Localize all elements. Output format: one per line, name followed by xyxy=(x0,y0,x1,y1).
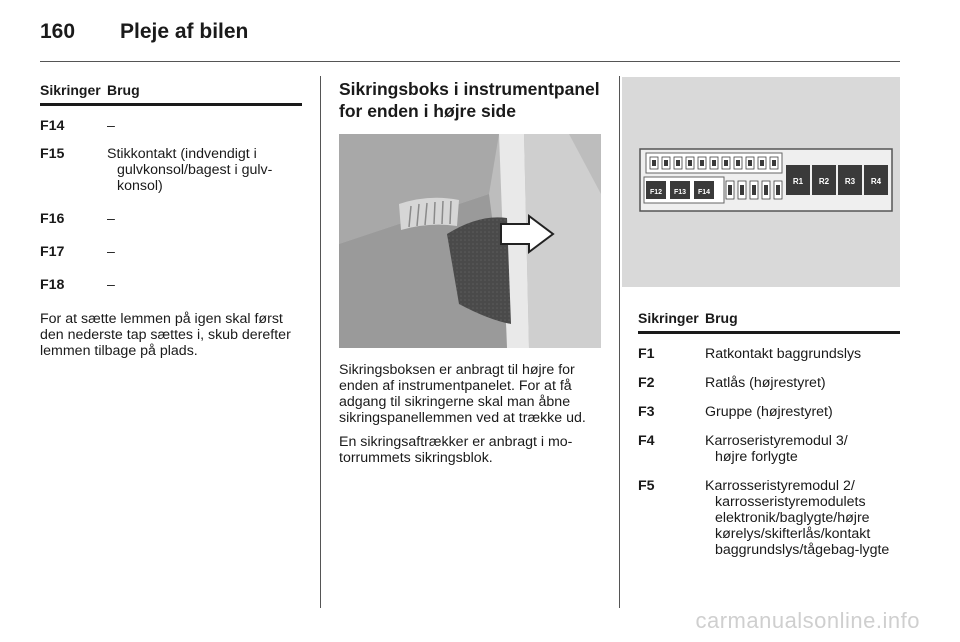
fuse-use-block xyxy=(705,433,900,465)
fuse-use: – xyxy=(107,211,115,227)
table-row xyxy=(638,346,900,362)
column-header-fuses: Sikringer xyxy=(40,82,101,98)
fuse-use-continued: karrosseristyremodulets elektronik/baglygte/højre kørelys/skifterlås/kontakt baggrundslys/tågebag-lygte xyxy=(715,494,890,558)
table-row xyxy=(638,433,900,465)
fuse-use: – xyxy=(107,118,115,134)
table-row xyxy=(40,277,302,293)
table-row xyxy=(40,146,302,194)
fuse-use: Ratkontakt baggrundslys xyxy=(705,346,862,362)
table-row xyxy=(638,478,900,558)
fuse-label: F14 xyxy=(697,189,711,196)
fuse-use-block xyxy=(705,478,900,558)
table-row xyxy=(40,211,302,227)
location-paragraph: Sikringsboksen er anbragt til højre for enden af instrumentpanelet. For at få adgang til sikringerne skal man åbne sikringspanellemmen ved at trække ud. xyxy=(339,362,586,426)
fuse-use: Gruppe (højrestyret) xyxy=(705,404,833,420)
watermark: carmanualsonline.info xyxy=(695,608,920,633)
relay-r4 xyxy=(864,165,888,195)
fuse-code: F3 xyxy=(638,404,655,420)
fuse-code: F4 xyxy=(638,433,655,449)
fuse-slot-f13 xyxy=(670,181,690,199)
relay-label: R4 xyxy=(870,177,882,186)
relay-r2 xyxy=(812,165,836,195)
fuse-panel-diagram xyxy=(622,77,900,287)
fuse-code: F18 xyxy=(40,277,65,293)
fuse-slot-f12 xyxy=(646,181,666,199)
table-row xyxy=(638,375,900,391)
column-header-use: Brug xyxy=(705,310,738,326)
column-header-fuses: Sikringer xyxy=(638,310,699,326)
fuse-use: Karroseristyremodul 3/ xyxy=(705,433,848,449)
fuse-code: F16 xyxy=(40,211,65,227)
fuse-code: F17 xyxy=(40,244,65,260)
right-column xyxy=(638,308,900,558)
table-row xyxy=(40,244,302,260)
relay-label: R2 xyxy=(818,177,830,186)
puller-paragraph: En sikringsaftrækker er anbragt i mo-torrummets sikringsblok. xyxy=(339,434,573,466)
column-header-use: Brug xyxy=(107,82,140,98)
column-divider-1 xyxy=(320,76,321,608)
fuse-use: Karrosseristyremodul 2/ xyxy=(705,478,855,494)
table-header-rule xyxy=(40,103,302,106)
page-header xyxy=(40,20,248,44)
fuse-table-header xyxy=(638,308,900,328)
header-rule xyxy=(40,61,900,62)
fuse-use: Stikkontakt (indvendigt i xyxy=(107,146,257,162)
fuse-use: – xyxy=(107,277,115,293)
relay-r3 xyxy=(838,165,862,195)
page-title: Pleje af bilen xyxy=(120,20,249,43)
section-heading: Sikringsboks i instrumentpanel for enden i højre side xyxy=(339,79,600,121)
refit-instructions: For at sætte lemmen på igen skal først den nederste tap sættes i, skub derefter lemmen tilbage på plads. xyxy=(40,311,291,359)
fuse-use: Ratlås (højrestyret) xyxy=(705,375,826,391)
fuse-use: – xyxy=(107,244,115,260)
fuse-use-block xyxy=(107,146,302,194)
fuse-code: F1 xyxy=(638,346,655,362)
fuse-slot-f14 xyxy=(694,181,714,199)
relay-label: R3 xyxy=(844,177,856,186)
table-row xyxy=(40,118,302,134)
fuse-code: F2 xyxy=(638,375,655,391)
fuse-code: F5 xyxy=(638,478,655,494)
page-number: 160 xyxy=(40,20,76,43)
dashboard-photo xyxy=(339,134,601,348)
middle-column xyxy=(339,78,601,466)
table-row xyxy=(638,404,900,420)
left-column xyxy=(40,80,302,359)
fuse-code: F15 xyxy=(40,146,65,162)
table-header-rule xyxy=(638,331,900,334)
relay-r1 xyxy=(786,165,810,195)
fuse-code: F14 xyxy=(40,118,65,134)
fuse-table-header xyxy=(40,80,302,100)
fuse-label: F13 xyxy=(673,189,687,196)
fuse-label: F12 xyxy=(649,189,663,196)
fuse-use-continued: gulvkonsol/bagest i gulv-konsol) xyxy=(117,162,273,194)
fuse-use-continued: højre forlygte xyxy=(715,449,798,465)
relay-label: R1 xyxy=(792,177,804,186)
column-divider-2 xyxy=(619,76,620,608)
